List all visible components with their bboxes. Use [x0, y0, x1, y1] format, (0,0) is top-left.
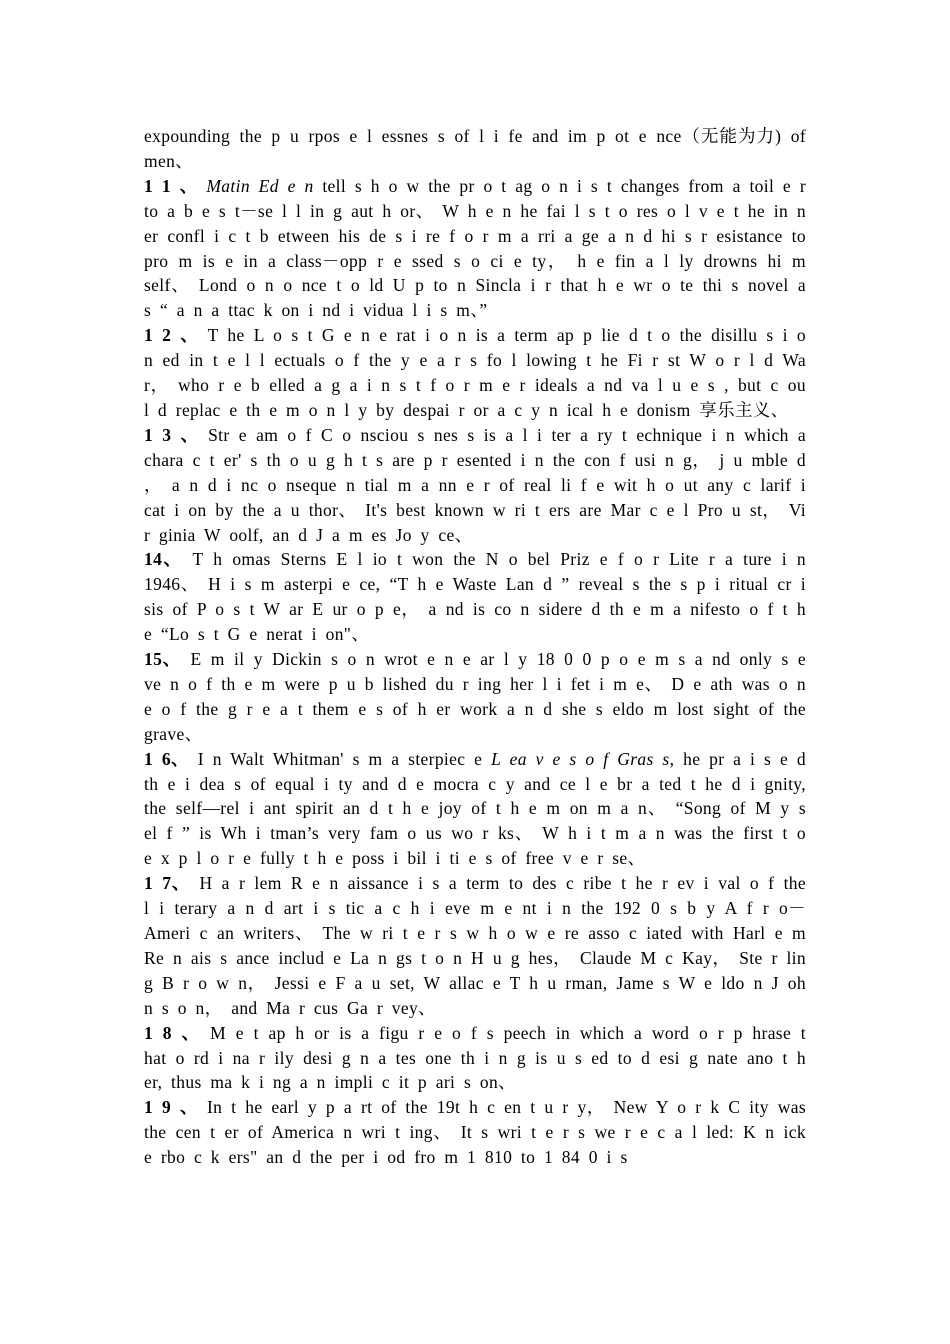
paragraph-text: H a r lem R e n aissance i s a term to des c ribe t he r ev i val o f the l i terary a n d art i s tic a c h i eve m e nt i n the 192 0 s b y A f r o－Ameri c an writers、 The w ri t e r s w h o w e re asso c iated with Harl e m Re n ais s ance includ e La n gs t o n H u g hes， Claude M c Kay， Ste r lin g B r o w n， Jessi e F a u set, W allac e T h u rman, Jame s W e ldo n J oh n s o n， and Ma r cus Ga r vey、	[144, 873, 807, 1018]
document-page	[144, 124, 806, 1170]
paragraph-10-continued	[144, 124, 806, 174]
item-number: 1 2 、	[144, 325, 199, 346]
item-number: 1 8 、	[144, 1022, 201, 1043]
paragraph-19	[144, 1095, 806, 1170]
work-title: Matin Ed e n	[206, 175, 314, 196]
item-number: 1 6、	[144, 748, 189, 769]
paragraph-text: M e t ap h or is a figu r e o f s peech in which a word o r p hrase t hat o rd i na r ily desi g n a tes one th i n g is u s ed to d esi g nate ano t h er, thus ma k i ng a n impli c it p ari s on、	[144, 1022, 806, 1093]
paragraph-text: In t he earl y p a rt of the 19t h c en t u r y， New Y o r k C ity was the cen t er of America n wri t ing、 It s wri t e r s we r e c a l led: K n ick e rbo c k ers" an d the per i od fro m 1 810 to 1 84 0 i s	[144, 1097, 806, 1168]
item-number: 15、	[144, 649, 182, 670]
paragraph-text: T he L o s t G e n e rat i o n is a term ap p lie d t o the disillu s i o n ed in t e l l ectuals o f the y e a r s fo l lowing t he Fi r st W o r l d Wa r， who r e b elled a g a i n s t f o r m e r ideals a nd va l u e s , but c ou l d replac e th e m o n l y by despai r or a c y n ical h e donism 享乐主义、	[144, 325, 806, 420]
item-number: 1 1 、	[144, 175, 198, 196]
item-number: 1 7、	[144, 873, 191, 894]
paragraph-text: expounding the p u rpos e l essnes s of l i fe and im p ot e nce（无能为力) of men、	[144, 126, 806, 171]
item-number: 1 3 、	[144, 424, 199, 445]
paragraph-text: I n Walt Whitman' s m a sterpiec e	[188, 748, 492, 769]
item-number: 1 9 、	[144, 1097, 199, 1118]
paragraph-text-after: tell s h o w the pr o t ag o n i s t changes from a toil e r to a b e s t－se l l in g aut h or、 W h e n he fai l s t o res o l v e t he in n er confl i c t b etween his de s i re f o r m a rri a ge a n d hi s r esistance to pro m is e in a class－opp r e ssed s o ci e ty， h e fin a l ly drowns hi m self、 Lond o n o nce t o ld U p to n Sincla i r that h e wr o te thi s novel a s “ a n a ttac k on i nd i vidua l i s m、”	[144, 175, 806, 321]
paragraph-text: T h omas Sterns E l io t won the N o bel Priz e f o r Lite r a ture i n 1946、 H i s m asterpi e ce, “T h e Waste Lan d ” reveal s the s p i ritual cr i sis of P o s t W ar E ur o p e， a nd is co n sidere d th e m a nifesto o f t h e “Lo s t G e nerat i on"、	[144, 549, 806, 645]
paragraph-14	[144, 547, 806, 647]
paragraph-text-after: , he pr a i s e d th e i dea s of equal i ty and d e mocra c y and ce l e br a ted t he d i gnity, the self—rel i ant spirit an d t h e joy of t h e m on m a n、 “Song of M y s el f ” is Wh i tman’s very fam o us wo r ks、 W h i t m a n was the first t o e x p l o r e fully t h e poss i bil i ti e s of free v e r se、	[144, 748, 806, 869]
paragraph-text: Str e am o f C o nsciou s nes s is a l i ter a ry t echnique i n which a chara c t er' s th o u g h t s are p r esented i n the con f usi n g， j u mble d ， a n d i nc o nseque n tial m a nn e r of real li f e wit h o ut any c larif i cat i on by the a u thor、 It's best known w ri t ers are Mar c e l Pro u st， Vi r ginia W oolf, an d J a m es Jo y ce、	[144, 424, 806, 545]
paragraph-text: E m il y Dickin s o n wrot e n e ar l y 18 0 0 p o e m s a nd only s e ve n o f th e m were p u b lished du r ing her l i fet i m e、 D e ath was o n e o f the g r e a t them e s of h er work a n d she s eldo m lost sight of the grave、	[144, 649, 806, 744]
paragraph-11	[144, 174, 806, 323]
item-number: 14、	[144, 549, 183, 570]
paragraph-12	[144, 323, 806, 423]
paragraph-16	[144, 747, 806, 872]
work-title: L ea v e s o f Gras s	[491, 748, 670, 769]
paragraph-17	[144, 871, 806, 1020]
paragraph-18	[144, 1021, 806, 1096]
paragraph-15	[144, 647, 806, 747]
paragraph-13	[144, 423, 806, 548]
